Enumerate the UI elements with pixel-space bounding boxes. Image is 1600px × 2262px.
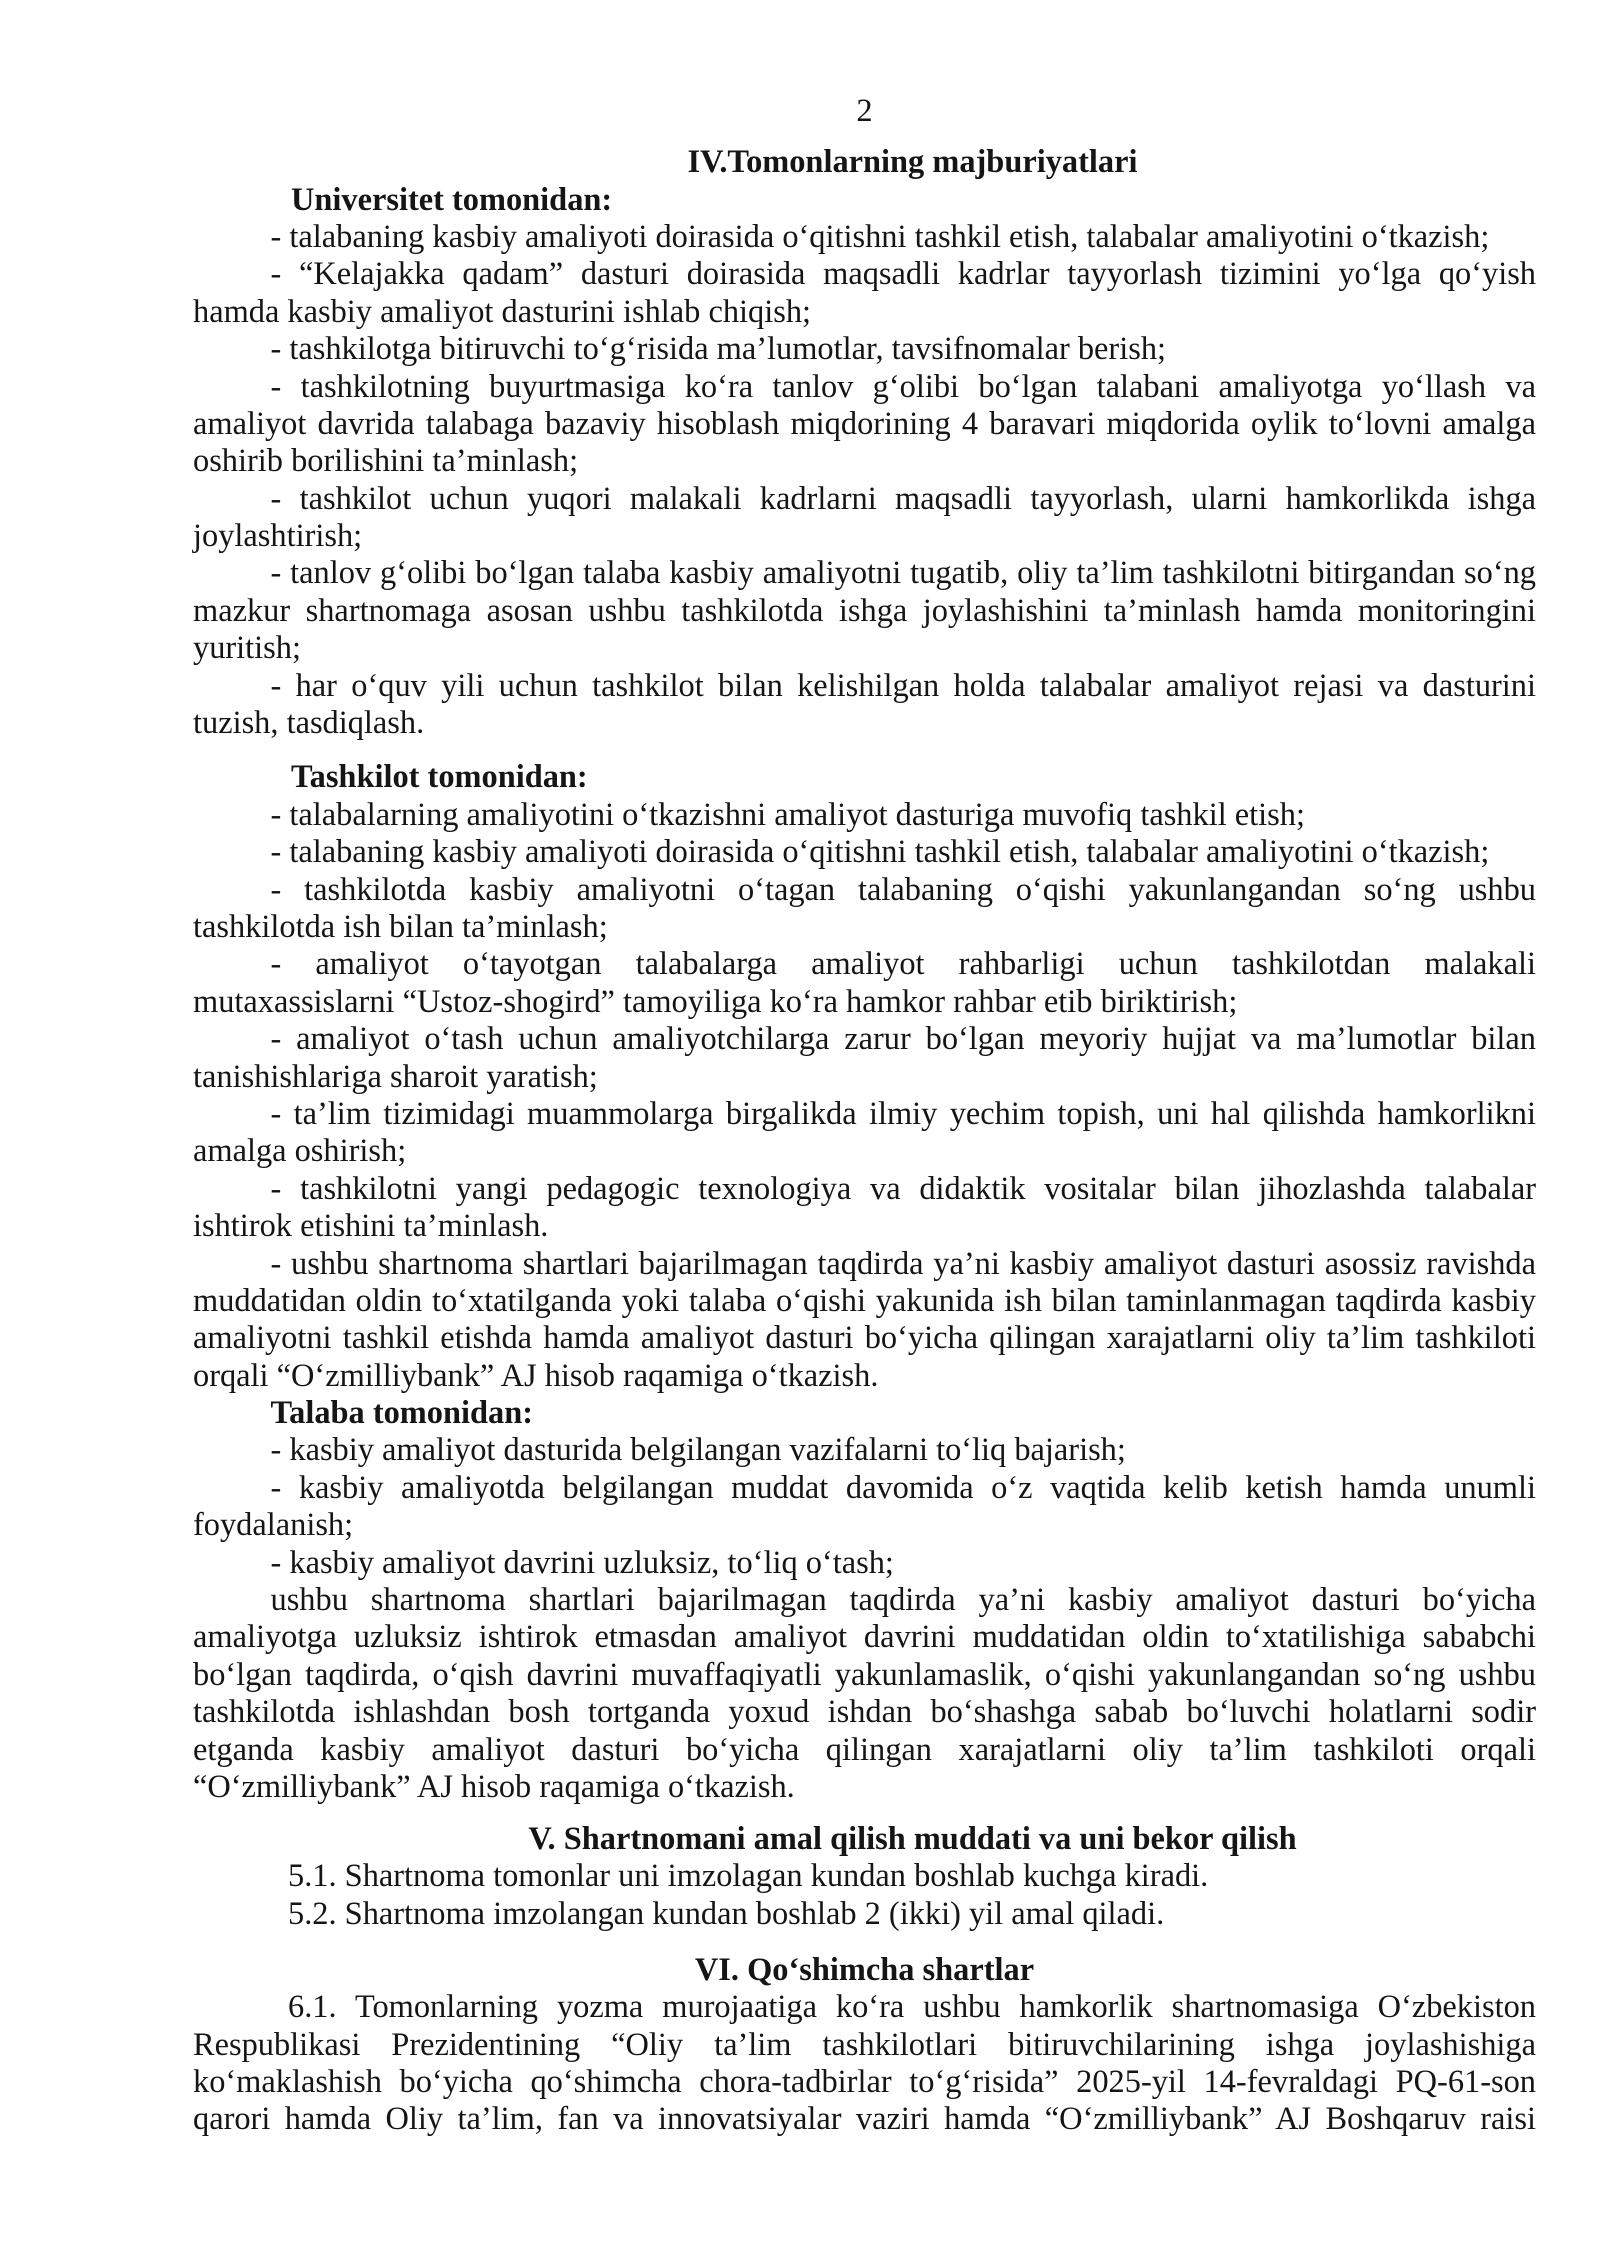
organization-obligation-item: [193, 1021, 1536, 1096]
text-line: - “Kelajakka qadam” dasturi doirasida maqsadli kadrlar tayyorlash tizimini yo‘lga qo‘yish: [270, 256, 1536, 293]
clause: [193, 1858, 1536, 1895]
university-heading: Universitet tomonidan:: [291, 181, 613, 218]
text-line: - tashkilotning buyurtmasiga ko‘ra tanlov g‘olibi bo‘lgan talabani amaliyotga yo‘llash va: [270, 368, 1536, 405]
text-line: - talabaning kasbiy amaliyoti doirasida o‘qitishni tashkil etish, talabalar amaliyotini o‘tkazish;: [270, 218, 1490, 255]
text-line: muddatidan oldin to‘xtatilganda yoki talaba o‘qishi yakunida ish bilan taminlanmagan taqdirda kasbiy: [193, 1282, 1536, 1319]
text-line: 6.1. Tomonlarning yozma murojaatiga ko‘ra ushbu hamkorlik shartnomasiga O‘zbekiston: [288, 1989, 1536, 2026]
text-line: etganda kasbiy amaliyot dasturi bo‘yicha qilingan xarajatlarni oliy ta’lim tashkiloti orqali: [193, 1731, 1536, 1768]
organization-obligation-item: [193, 834, 1536, 871]
organization-obligation-item: [193, 797, 1536, 834]
text-line: amaliyotga uzluksiz ishtirok etmasdan amaliyot davrini muddatidan oldin to‘xtatilishiga sababchi: [193, 1619, 1536, 1656]
text-line: qarori hamda Oliy ta’lim, fan va innovatsiyalar vaziri hamda “O‘zmilliybank” AJ Boshqaruv raisi: [193, 2101, 1536, 2138]
text-line: - tashkilotni yangi pedagogic texnologiya va didaktik vositalar bilan jihozlashda talabalar: [270, 1170, 1536, 1207]
text-line: - ushbu shartnoma shartlari bajarilmagan taqdirda ya’ni kasbiy amaliyot dasturi asossiz ravishda: [270, 1245, 1536, 1282]
document-page: [193, 93, 1536, 2138]
organization-obligation-item: [193, 1096, 1536, 1171]
clause: [193, 1989, 1536, 2139]
text-line: tanishishlariga sharoit yaratish;: [193, 1058, 598, 1095]
university-obligation-item: [193, 369, 1536, 481]
text-line: - har o‘quv yili uchun tashkilot bilan kelishilgan holda talabalar amaliyot rejasi va dasturini: [270, 667, 1536, 704]
organization-obligation-item: [193, 1171, 1536, 1246]
organization-obligation-item: [193, 946, 1536, 1021]
student-heading: Talaba tomonidan:: [270, 1395, 534, 1432]
text-line: ushbu shartnoma shartlari bajarilmagan taqdirda ya’ni kasbiy amaliyot dasturi bo‘yicha: [270, 1582, 1536, 1619]
text-line: - kasbiy amaliyot dasturida belgilangan vazifalarni to‘liq bajarish;: [270, 1432, 1126, 1469]
text-line: “O‘zmilliybank” AJ hisob raqamiga o‘tkazish.: [193, 1768, 795, 1805]
text-line: oshirib borilishini ta’minlash;: [193, 443, 579, 480]
text-line: ko‘maklashish bo‘yicha qo‘shimcha chora-tadbirlar to‘g‘risida” 2025-yil 14-fevraldagi PQ-61-son: [193, 2063, 1536, 2100]
student-obligation-item: [193, 1545, 1536, 1582]
text-line: - amaliyot o‘tash uchun amaliyotchilarga zarur bo‘lgan meyoriy hujjat va ma’lumotlar bilan: [270, 1021, 1536, 1058]
text-line: tuzish, tasdiqlash.: [193, 705, 425, 742]
text-line: - kasbiy amaliyotda belgilangan muddat davomida o‘z vaqtida kelib ketish hamda unumli: [270, 1469, 1536, 1506]
text-line: - kasbiy amaliyot davrini uzluksiz, to‘liq o‘tash;: [270, 1544, 894, 1581]
student-obligation-item: [193, 1432, 1536, 1469]
student-obligation-item: [193, 1582, 1536, 1806]
text-line: tashkilotda ish bilan ta’minlash;: [193, 909, 608, 945]
text-line: joylashtirish;: [193, 518, 363, 555]
university-obligation-item: [193, 555, 1536, 667]
clause: [193, 1896, 1536, 1933]
university-obligation-item: [193, 481, 1536, 556]
organization-obligation-item: [193, 872, 1536, 947]
text-line: hamda kasbiy amaliyot dasturini ishlab chiqish;: [193, 293, 812, 330]
organization-obligation-item: [193, 1246, 1536, 1396]
organization-heading: Tashkilot tomonidan:: [291, 759, 588, 796]
text-line: - tashkilotda kasbiy amaliyotni o‘tagan talabaning o‘qishi yakunlangandan so‘ng ushbu: [270, 871, 1536, 908]
text-line: - amaliyot o‘tayotgan talabalarga amaliyot rahbarligi uchun tashkilotdan malakali: [270, 946, 1536, 983]
text-line: - talabalarning amaliyotini o‘tkazishni amaliyot dasturiga muvofiq tashkil etish;: [270, 796, 1305, 833]
text-line: - talabaning kasbiy amaliyoti doirasida o‘qitishni tashkil etish, talabalar amaliyotini o‘tkazish;: [270, 834, 1490, 871]
page-number: 2: [856, 93, 873, 130]
student-obligation-item: [193, 1470, 1536, 1545]
text-line: foydalanish;: [193, 1507, 354, 1544]
text-line: yuritish;: [193, 630, 301, 667]
text-line: 5.2. Shartnoma imzolangan kundan boshlab 2 (ikki) yil amal qiladi.: [288, 1895, 1165, 1932]
university-obligation-item: [193, 668, 1536, 743]
text-line: bo‘lgan taqdirda, o‘qish davrini muvaffaqiyatli yakunlamaslik, o‘qishi yakunlangandan so‘ng ushbu: [193, 1656, 1536, 1693]
text-line: orqali “O‘zmilliybank” AJ hisob raqamiga o‘tkazish.: [193, 1357, 879, 1394]
text-line: ishtirok etishini ta’minlash.: [193, 1208, 549, 1245]
text-line: tashkilotda ishlashdan bosh tortganda yoxud ishdan bo‘shashga sabab bo‘luvchi holatlarni sodir: [193, 1694, 1536, 1731]
text-line: amalga oshirish;: [193, 1133, 407, 1170]
text-line: - tashkilotga bitiruvchi to‘g‘risida ma’lumotlar, tavsifnomalar berish;: [270, 331, 1167, 368]
text-line: Respublikasi Prezidentining “Oliy ta’lim tashkilotlari bitiruvchilarining ishga joylashishiga: [193, 2026, 1536, 2063]
university-obligation-item: [193, 331, 1536, 368]
text-line: amaliyot davrida talabaga bazaviy hisoblash miqdorining 4 baravari miqdorida oylik to‘lovni amalga: [193, 405, 1536, 442]
text-line: amaliyotni tashkil etishda hamda amaliyot dasturi bo‘yicha qilingan xarajatlarni oliy ta’lim tashkiloti: [193, 1320, 1536, 1357]
text-line: - ta’lim tizimidagi muammolarga birgalikda ilmiy yechim topish, uni hal qilishda hamkorlikni: [270, 1095, 1536, 1132]
text-line: mutaxassislarni “Ustoz-shogird” tamoyiliga ko‘ra hamkor rahbar etib biriktirish;: [193, 983, 1238, 1020]
section-iv-title: IV.Tomonlarning majburiyatlari: [687, 144, 1138, 181]
university-obligation-item: [193, 256, 1536, 331]
text-line: mazkur shartnomaga asosan ushbu tashkilotda ishga joylashishini ta’minlash hamda monitoringini: [193, 592, 1536, 629]
text-line: - tashkilot uchun yuqori malakali kadrlarni maqsadli tayyorlash, ularni hamkorlikda ishga: [270, 480, 1536, 517]
university-obligation-item: [193, 219, 1536, 256]
section-v-title: V. Shartnomani amal qilish muddati va uni bekor qilish: [528, 1820, 1297, 1857]
section-vi-title: VI. Qo‘shimcha shartlar: [694, 1951, 1035, 1988]
text-line: 5.1. Shartnoma tomonlar uni imzolagan kundan boshlab kuchga kiradi.: [288, 1858, 1209, 1895]
text-line: - tanlov g‘olibi bo‘lgan talaba kasbiy amaliyotni tugatib, oliy ta’lim tashkilotni bitirgandan so‘ng: [270, 555, 1536, 592]
